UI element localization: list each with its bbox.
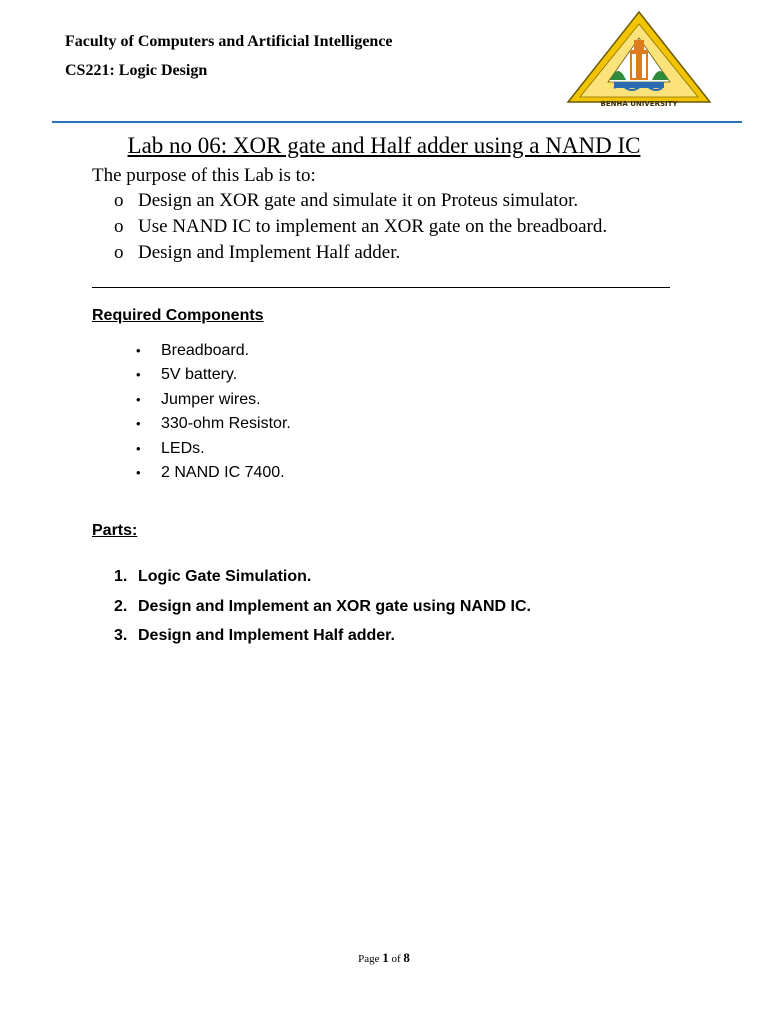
- bullet-dot: •: [136, 391, 141, 407]
- course-code: CS221: Logic Design: [65, 62, 208, 79]
- of-word: of: [391, 953, 401, 965]
- component-text: 2 NAND IC 7400.: [161, 463, 285, 481]
- components-heading: Required Components: [92, 307, 264, 324]
- parts-list: [114, 562, 531, 651]
- part-number: 2.: [114, 597, 128, 615]
- part-text: Design and Implement Half adder.: [138, 627, 395, 644]
- faculty-name: Faculty of Computers and Artificial Intelligence: [65, 33, 393, 50]
- section-separator: [92, 287, 670, 288]
- parts-heading: Parts:: [92, 522, 138, 539]
- part-item: [114, 592, 531, 622]
- logo-text: BENHA UNIVERSITY: [600, 100, 678, 108]
- bullet-dot: •: [136, 343, 141, 358]
- bullet-o: o: [114, 242, 124, 263]
- total-pages-number: 8: [403, 950, 410, 965]
- component-item: [136, 412, 291, 436]
- part-number: 1.: [114, 568, 128, 585]
- header-divider: [52, 121, 742, 123]
- bullet-o: o: [114, 190, 124, 211]
- component-item: [136, 388, 291, 412]
- component-item: [136, 461, 291, 485]
- university-logo: [566, 10, 712, 110]
- bullet-dot: •: [136, 440, 141, 456]
- bullet-dot: •: [136, 367, 141, 383]
- page-footer: [0, 950, 768, 966]
- part-number: 3.: [114, 627, 128, 644]
- component-text: 330-ohm Resistor.: [161, 415, 291, 433]
- bullet-dot: •: [136, 464, 141, 480]
- purpose-item: [114, 240, 607, 266]
- components-list: [136, 339, 291, 485]
- purpose-text: Design and Implement Half adder.: [138, 242, 401, 263]
- part-text: Design and Implement an XOR gate using NAND IC.: [138, 597, 531, 615]
- page-word: Page: [358, 953, 380, 965]
- lab-title: Lab no 06: XOR gate and Half adder using a NAND IC: [127, 133, 641, 158]
- component-text: 5V battery.: [161, 366, 238, 384]
- component-text: Jumper wires.: [161, 390, 261, 408]
- component-text: LEDs.: [161, 439, 205, 457]
- part-item: [114, 621, 531, 651]
- current-page-number: 1: [382, 950, 389, 965]
- purpose-item: [114, 214, 607, 240]
- component-item: [136, 437, 291, 461]
- purpose-text: Use NAND IC to implement an XOR gate on the breadboard.: [138, 216, 608, 237]
- part-item: [114, 562, 531, 592]
- bullet-o: o: [114, 216, 124, 237]
- component-item: [136, 363, 291, 387]
- purpose-item: [114, 188, 607, 214]
- lab-intro: The purpose of this Lab is to:: [92, 165, 316, 186]
- purpose-list: [114, 188, 607, 266]
- component-item: [136, 339, 291, 363]
- component-text: Breadboard.: [161, 342, 250, 359]
- part-text: Logic Gate Simulation.: [138, 568, 312, 585]
- purpose-text: Design an XOR gate and simulate it on Proteus simulator.: [138, 190, 579, 211]
- bullet-dot: •: [136, 416, 141, 432]
